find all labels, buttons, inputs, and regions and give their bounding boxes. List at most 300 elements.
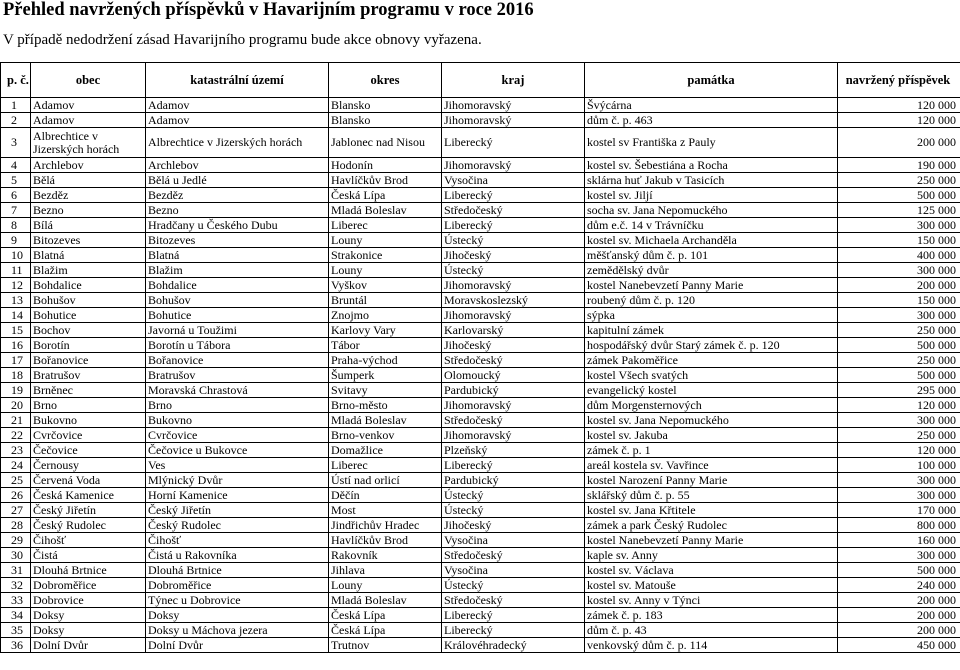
cell-katastralni-uzemi: Archlebov [146,158,329,173]
cell-num: 11 [1,263,31,278]
cell-kraj: Jihomoravský [442,98,585,113]
cell-obec: Doksy [31,623,146,638]
cell-num: 8 [1,218,31,233]
cell-okres: Havlíčkův Brod [329,173,442,188]
header-pamatka: památka [585,63,838,98]
header-katastralni-uzemi: katastrální území [146,63,329,98]
cell-prispevek: 120 000 [838,113,960,128]
cell-okres: Tábor [329,338,442,353]
cell-katastralni-uzemi: Český Rudolec [146,518,329,533]
cell-prispevek: 120 000 [838,443,960,458]
table-row [1,323,960,338]
cell-pamatka: Švýcárna [585,98,838,113]
cell-obec: Bělá [31,173,146,188]
cell-prispevek: 200 000 [838,608,960,623]
table-row [1,338,960,353]
cell-katastralni-uzemi: Doksy [146,608,329,623]
cell-okres: Louny [329,233,442,248]
cell-num: 36 [1,638,31,653]
cell-pamatka: kostel sv. Jiljí [585,188,838,203]
cell-katastralni-uzemi: Dlouhá Brtnice [146,563,329,578]
cell-pamatka: dům č. p. 43 [585,623,838,638]
cell-obec: Dobroměřice [31,578,146,593]
cell-okres: Mladá Boleslav [329,413,442,428]
cell-prispevek: 300 000 [838,263,960,278]
cell-num: 16 [1,338,31,353]
table-row [1,278,960,293]
cell-okres: Znojmo [329,308,442,323]
page-title: Přehled navržených příspěvků v Havarijním programu v roce 2016 [3,0,534,20]
cell-katastralni-uzemi: Cvrčovice [146,428,329,443]
cell-okres: Jihlava [329,563,442,578]
cell-obec: Bohdalice [31,278,146,293]
table-row [1,593,960,608]
cell-num: 6 [1,188,31,203]
cell-obec: Cvrčovice [31,428,146,443]
cell-kraj: Vysočina [442,173,585,188]
cell-obec: Albrechtice v Jizerských horách [31,128,146,158]
cell-obec: Bezděz [31,188,146,203]
cell-katastralni-uzemi: Adamov [146,113,329,128]
cell-prispevek: 500 000 [838,188,960,203]
cell-obec: Čihošť [31,533,146,548]
cell-num: 28 [1,518,31,533]
cell-prispevek: 170 000 [838,503,960,518]
table-row [1,578,960,593]
cell-kraj: Středočeský [442,593,585,608]
cell-okres: Most [329,503,442,518]
cell-okres: Brno-město [329,398,442,413]
cell-prispevek: 200 000 [838,593,960,608]
table-row [1,308,960,323]
cell-kraj: Ústecký [442,578,585,593]
cell-katastralni-uzemi: Mlýnický Dvůr [146,473,329,488]
table-row [1,173,960,188]
cell-obec: Bratrušov [31,368,146,383]
cell-num: 3 [1,128,31,158]
cell-pamatka: měšťanský dům č. p. 101 [585,248,838,263]
cell-num: 19 [1,383,31,398]
cell-obec: Doksy [31,608,146,623]
table-row [1,353,960,368]
cell-pamatka: kaple sv. Anny [585,548,838,563]
cell-katastralni-uzemi: Adamov [146,98,329,113]
cell-okres: Svitavy [329,383,442,398]
cell-kraj: Jihomoravský [442,158,585,173]
cell-okres: Česká Lípa [329,623,442,638]
table-row [1,428,960,443]
cell-kraj: Vysočina [442,533,585,548]
cell-katastralni-uzemi: Brno [146,398,329,413]
header-okres: okres [329,63,442,98]
cell-prispevek: 500 000 [838,368,960,383]
cell-obec: Černousy [31,458,146,473]
cell-pamatka: kostel Narození Panny Marie [585,473,838,488]
cell-obec: Dlouhá Brtnice [31,563,146,578]
cell-prispevek: 300 000 [838,473,960,488]
cell-kraj: Středočeský [442,203,585,218]
cell-num: 13 [1,293,31,308]
cell-okres: Česká Lípa [329,188,442,203]
contributions-table [0,62,960,653]
cell-prispevek: 400 000 [838,248,960,263]
cell-obec: Bukovno [31,413,146,428]
cell-num: 24 [1,458,31,473]
cell-okres: Jindřichův Hradec [329,518,442,533]
cell-num: 2 [1,113,31,128]
cell-kraj: Jihočeský [442,518,585,533]
cell-prispevek: 100 000 [838,458,960,473]
cell-prispevek: 190 000 [838,158,960,173]
cell-kraj: Vysočina [442,563,585,578]
cell-prispevek: 150 000 [838,293,960,308]
cell-katastralni-uzemi: Čistá u Rakovníka [146,548,329,563]
cell-pamatka: kostel sv Františka z Pauly [585,128,838,158]
cell-num: 4 [1,158,31,173]
cell-pamatka: sýpka [585,308,838,323]
cell-obec: Archlebov [31,158,146,173]
table-body [1,98,960,653]
table-row [1,218,960,233]
table-row [1,128,960,158]
cell-okres: Havlíčkův Brod [329,533,442,548]
cell-okres: Rakovník [329,548,442,563]
cell-okres: Liberec [329,218,442,233]
cell-pamatka: kostel sv. Jana Křtitele [585,503,838,518]
cell-pamatka: zámek č. p. 1 [585,443,838,458]
cell-num: 12 [1,278,31,293]
cell-katastralni-uzemi: Moravská Chrastová [146,383,329,398]
cell-katastralni-uzemi: Český Jiřetín [146,503,329,518]
cell-prispevek: 160 000 [838,533,960,548]
cell-katastralni-uzemi: Horní Kamenice [146,488,329,503]
cell-num: 15 [1,323,31,338]
cell-num: 20 [1,398,31,413]
cell-pamatka: zemědělský dvůr [585,263,838,278]
cell-kraj: Ústecký [442,503,585,518]
cell-num: 33 [1,593,31,608]
cell-kraj: Středočeský [442,413,585,428]
cell-num: 32 [1,578,31,593]
cell-kraj: Jihomoravský [442,308,585,323]
cell-kraj: Jihočeský [442,338,585,353]
cell-katastralni-uzemi: Bezno [146,203,329,218]
table-row [1,248,960,263]
table-row [1,368,960,383]
cell-prispevek: 300 000 [838,308,960,323]
cell-kraj: Jihomoravský [442,428,585,443]
cell-num: 25 [1,473,31,488]
cell-obec: Čečovice [31,443,146,458]
cell-okres: Děčín [329,488,442,503]
cell-okres: Strakonice [329,248,442,263]
cell-pamatka: kostel Všech svatých [585,368,838,383]
cell-pamatka: kapitulní zámek [585,323,838,338]
cell-okres: Domažlice [329,443,442,458]
cell-katastralni-uzemi: Čečovice u Bukovce [146,443,329,458]
table-row [1,623,960,638]
table-row [1,98,960,113]
cell-kraj: Středočeský [442,353,585,368]
cell-pamatka: kostel sv. Anny v Týnci [585,593,838,608]
cell-obec: Dobrovice [31,593,146,608]
cell-num: 14 [1,308,31,323]
cell-num: 26 [1,488,31,503]
table-row [1,398,960,413]
cell-katastralni-uzemi: Dolní Dvůr [146,638,329,653]
cell-katastralni-uzemi: Týnec u Dobrovice [146,593,329,608]
cell-pamatka: dům č. p. 463 [585,113,838,128]
table-row [1,473,960,488]
cell-obec: Čistá [31,548,146,563]
page-subtitle: V případě nedodržení zásad Havarijního programu bude akce obnovy vyřazena. [3,32,482,48]
cell-num: 31 [1,563,31,578]
table-row [1,263,960,278]
cell-obec: Borotín [31,338,146,353]
cell-obec: Česká Kamenice [31,488,146,503]
cell-prispevek: 250 000 [838,353,960,368]
cell-kraj: Karlovarský [442,323,585,338]
cell-kraj: Plzeňský [442,443,585,458]
cell-num: 1 [1,98,31,113]
cell-okres: Praha-východ [329,353,442,368]
cell-katastralni-uzemi: Blatná [146,248,329,263]
cell-katastralni-uzemi: Blažim [146,263,329,278]
cell-katastralni-uzemi: Bohutice [146,308,329,323]
cell-kraj: Jihomoravský [442,113,585,128]
cell-prispevek: 500 000 [838,563,960,578]
cell-obec: Adamov [31,98,146,113]
cell-pamatka: zámek a park Český Rudolec [585,518,838,533]
table-row [1,188,960,203]
cell-okres: Liberec [329,458,442,473]
cell-num: 29 [1,533,31,548]
cell-okres: Brno-venkov [329,428,442,443]
cell-obec: Dolní Dvůr [31,638,146,653]
table-row [1,458,960,473]
cell-obec: Červená Voda [31,473,146,488]
table-row [1,413,960,428]
cell-okres: Šumperk [329,368,442,383]
cell-pamatka: venkovský dům č. p. 114 [585,638,838,653]
cell-prispevek: 125 000 [838,203,960,218]
header-obec: obec [31,63,146,98]
table-row [1,608,960,623]
table-row [1,113,960,128]
cell-prispevek: 200 000 [838,128,960,158]
cell-kraj: Liberecký [442,623,585,638]
cell-obec: Bílá [31,218,146,233]
table-row [1,533,960,548]
cell-pamatka: evangelický kostel [585,383,838,398]
cell-kraj: Olomoucký [442,368,585,383]
cell-prispevek: 120 000 [838,398,960,413]
table-row [1,638,960,653]
cell-num: 23 [1,443,31,458]
cell-okres: Vyškov [329,278,442,293]
cell-pamatka: hospodářský dvůr Starý zámek č. p. 120 [585,338,838,353]
cell-num: 35 [1,623,31,638]
cell-pamatka: dům Morgensternových [585,398,838,413]
header-num: p. č. [1,63,31,98]
cell-okres: Jablonec nad Nisou [329,128,442,158]
cell-katastralni-uzemi: Bělá u Jedlé [146,173,329,188]
cell-num: 18 [1,368,31,383]
cell-katastralni-uzemi: Bukovno [146,413,329,428]
table-row [1,548,960,563]
cell-obec: Bochov [31,323,146,338]
cell-pamatka: kostel sv. Jana Nepomuckého [585,413,838,428]
cell-katastralni-uzemi: Ves [146,458,329,473]
cell-okres: Hodonín [329,158,442,173]
cell-okres: Blansko [329,98,442,113]
cell-kraj: Jihomoravský [442,278,585,293]
cell-prispevek: 300 000 [838,488,960,503]
cell-kraj: Liberecký [442,458,585,473]
cell-okres: Bruntál [329,293,442,308]
cell-kraj: Liberecký [442,128,585,158]
cell-prispevek: 200 000 [838,623,960,638]
cell-num: 27 [1,503,31,518]
cell-okres: Česká Lípa [329,608,442,623]
cell-prispevek: 200 000 [838,278,960,293]
cell-katastralni-uzemi: Javorná u Toužimi [146,323,329,338]
table-row [1,563,960,578]
cell-katastralni-uzemi: Bezděz [146,188,329,203]
cell-katastralni-uzemi: Borotín u Tábora [146,338,329,353]
cell-num: 5 [1,173,31,188]
cell-obec: Blažim [31,263,146,278]
cell-prispevek: 150 000 [838,233,960,248]
cell-pamatka: kostel sv. Matouše [585,578,838,593]
cell-katastralni-uzemi: Dobroměřice [146,578,329,593]
cell-prispevek: 250 000 [838,428,960,443]
cell-pamatka: roubený dům č. p. 120 [585,293,838,308]
cell-okres: Mladá Boleslav [329,203,442,218]
table-row [1,443,960,458]
cell-okres: Louny [329,263,442,278]
cell-kraj: Jihomoravský [442,398,585,413]
cell-prispevek: 450 000 [838,638,960,653]
cell-katastralni-uzemi: Hradčany u Českého Dubu [146,218,329,233]
table-header-row [1,63,960,98]
cell-pamatka: kostel Nanebevzetí Panny Marie [585,533,838,548]
table-row [1,518,960,533]
cell-katastralni-uzemi: Bitozeves [146,233,329,248]
cell-obec: Blatná [31,248,146,263]
table-row [1,503,960,518]
header-prispevek: navržený příspěvek [838,63,960,98]
cell-kraj: Liberecký [442,218,585,233]
cell-num: 30 [1,548,31,563]
cell-katastralni-uzemi: Bohušov [146,293,329,308]
cell-prispevek: 500 000 [838,338,960,353]
cell-okres: Ústí nad orlicí [329,473,442,488]
cell-prispevek: 240 000 [838,578,960,593]
cell-num: 21 [1,413,31,428]
cell-katastralni-uzemi: Bratrušov [146,368,329,383]
cell-pamatka: kostel sv. Jakuba [585,428,838,443]
cell-okres: Trutnov [329,638,442,653]
cell-obec: Bezno [31,203,146,218]
table-row [1,203,960,218]
table-row [1,488,960,503]
cell-kraj: Liberecký [442,608,585,623]
cell-pamatka: kostel sv. Michaela Archanděla [585,233,838,248]
table-row [1,233,960,248]
cell-prispevek: 120 000 [838,98,960,113]
cell-num: 9 [1,233,31,248]
cell-prispevek: 250 000 [838,173,960,188]
cell-prispevek: 300 000 [838,548,960,563]
cell-kraj: Liberecký [442,188,585,203]
cell-pamatka: sklářský dům č. p. 55 [585,488,838,503]
table-row [1,293,960,308]
cell-prispevek: 295 000 [838,383,960,398]
cell-num: 34 [1,608,31,623]
cell-okres: Louny [329,578,442,593]
header-kraj: kraj [442,63,585,98]
cell-kraj: Ústecký [442,263,585,278]
cell-kraj: Moravskoslezský [442,293,585,308]
cell-pamatka: zámek č. p. 183 [585,608,838,623]
cell-prispevek: 250 000 [838,323,960,338]
cell-pamatka: kostel Nanebevzetí Panny Marie [585,278,838,293]
cell-pamatka: sklárna huť Jakub v Tasicích [585,173,838,188]
cell-num: 22 [1,428,31,443]
cell-obec: Český Jiřetín [31,503,146,518]
cell-katastralni-uzemi: Bořanovice [146,353,329,368]
cell-prispevek: 300 000 [838,413,960,428]
cell-obec: Bořanovice [31,353,146,368]
cell-okres: Karlovy Vary [329,323,442,338]
cell-pamatka: kostel sv. Šebestiána a Rocha [585,158,838,173]
cell-okres: Blansko [329,113,442,128]
cell-num: 7 [1,203,31,218]
cell-num: 17 [1,353,31,368]
cell-obec: Adamov [31,113,146,128]
table-row [1,158,960,173]
cell-prispevek: 800 000 [838,518,960,533]
cell-pamatka: zámek Pakoměřice [585,353,838,368]
cell-obec: Brněnec [31,383,146,398]
cell-okres: Mladá Boleslav [329,593,442,608]
cell-prispevek: 300 000 [838,218,960,233]
cell-kraj: Ústecký [442,233,585,248]
cell-obec: Bohutice [31,308,146,323]
cell-pamatka: kostel sv. Václava [585,563,838,578]
cell-obec: Český Rudolec [31,518,146,533]
table-row [1,383,960,398]
cell-kraj: Jihočeský [442,248,585,263]
cell-katastralni-uzemi: Albrechtice v Jizerských horách [146,128,329,158]
cell-pamatka: socha sv. Jana Nepomuckého [585,203,838,218]
cell-katastralni-uzemi: Čihošť [146,533,329,548]
cell-obec: Brno [31,398,146,413]
cell-obec: Bohušov [31,293,146,308]
cell-pamatka: areál kostela sv. Vavřince [585,458,838,473]
cell-kraj: Ústecký [442,488,585,503]
cell-kraj: Pardubický [442,383,585,398]
cell-katastralni-uzemi: Doksy u Máchova jezera [146,623,329,638]
cell-obec: Bitozeves [31,233,146,248]
cell-kraj: Královéhradecký [442,638,585,653]
cell-kraj: Pardubický [442,473,585,488]
cell-katastralni-uzemi: Bohdalice [146,278,329,293]
cell-num: 10 [1,248,31,263]
cell-pamatka: dům e.č. 14 v Trávníčku [585,218,838,233]
cell-kraj: Středočeský [442,548,585,563]
